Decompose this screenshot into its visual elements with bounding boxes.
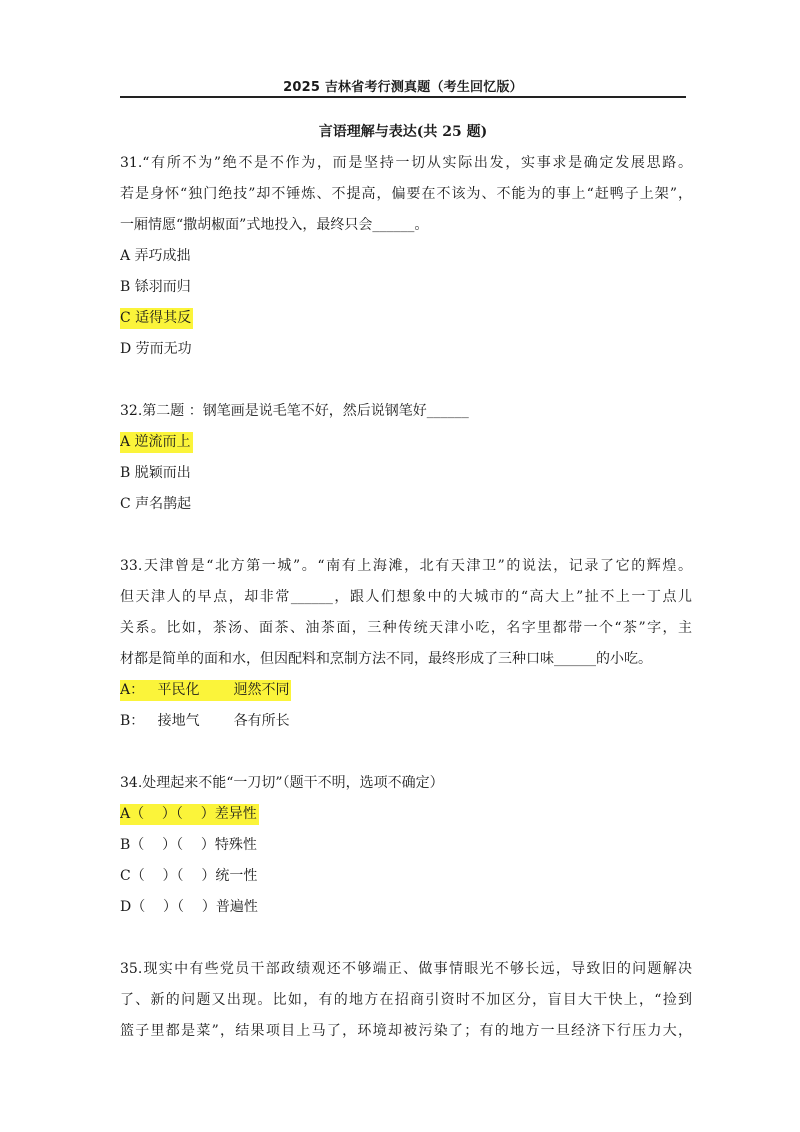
question-34-option-c: C（ ）（ ）统一性	[120, 868, 258, 884]
question-34-line-1: 34.处理起来不能“一刀切”（题干不明，选项不确定）	[120, 775, 444, 791]
answer-highlight: A： 平民化 迥然不同	[120, 680, 291, 701]
question-35-line-3: 篮子里都是菜”，结果项目上马了，环境却被污染了；有的地方一旦经济下行压力大，	[120, 1023, 692, 1039]
question-33-line-3: 关系。比如，茶汤、面茶、油茶面，三种传统天津小吃，名字里都带一个“茶”字，主	[120, 620, 692, 636]
question-33	[120, 553, 692, 739]
question-31-line-1: 31.“有所不为”绝不是不作为，而是坚持一切从实际出发，实事求是确定发展思路。	[120, 155, 692, 171]
answer-highlight: C 适得其反	[120, 308, 193, 329]
document-header-title: 2025 吉林省考行测真题（考生回忆版）	[283, 80, 523, 95]
question-31-line-2: 若是身怀“独门绝技”却不锤炼、不提高，偏要在不该为、不能为的事上“赶鸭子上架”，	[120, 186, 692, 202]
question-33-line-2: 但天津人的早点，却非常______，跟人们想象中的大城市的“高大上”扯不上一丁点儿	[120, 589, 692, 605]
question-34-option-d: D（ ）（ ）普遍性	[120, 899, 258, 915]
question-33-line-1: 33.天津曾是“北方第一城”。“南有上海滩，北有天津卫”的说法，记录了它的辉煌。	[120, 558, 692, 574]
question-31-option-a: A 弄巧成拙	[120, 248, 191, 264]
question-32	[120, 398, 692, 522]
question-33-line-4: 材都是简单的面和水，但因配料和烹制方法不同，最终形成了三种口味______的小吃。	[120, 651, 652, 667]
question-33-option-b: B： 接地气 各有所长	[120, 713, 290, 729]
question-35	[120, 956, 692, 1049]
question-34-option-b: B（ ）（ ）特殊性	[120, 837, 257, 853]
question-31-option-b: B 铩羽而归	[120, 279, 191, 295]
question-31-option-d: D 劳而无功	[120, 341, 192, 357]
question-33-option-a-highlighted	[120, 677, 692, 708]
question-31-option-c-highlighted	[120, 305, 692, 336]
question-34	[120, 770, 692, 925]
question-31	[120, 150, 692, 367]
spacer	[120, 925, 692, 956]
header-divider	[120, 96, 686, 98]
section-title: 言语理解与表达(共 25 题)	[318, 124, 488, 140]
spacer	[120, 739, 692, 770]
question-content	[120, 150, 692, 1049]
question-32-option-a-highlighted	[120, 429, 692, 460]
question-34-option-a-highlighted	[120, 801, 692, 832]
answer-highlight: A（ ）（ ）差异性	[120, 804, 259, 825]
question-32-line-1: 32.第二题 ：钢笔画是说毛笔不好，然后说钢笔好______	[120, 403, 469, 419]
question-35-line-1: 35.现实中有些党员干部政绩观还不够端正、做事情眼光不够长远，导致旧的问题解决	[120, 961, 692, 977]
question-32-option-b: B 脱颖而出	[120, 465, 191, 481]
answer-highlight: A 逆流而上	[120, 432, 193, 453]
spacer	[120, 522, 692, 553]
question-35-line-2: 了、新的问题又出现。比如，有的地方在招商引资时不加区分，盲目大干快上，“捡到	[120, 992, 692, 1008]
spacer	[120, 367, 692, 398]
question-31-line-3: 一厢情愿“撒胡椒面”式地投入，最终只会______。	[120, 217, 429, 233]
question-32-option-c: C 声名鹊起	[120, 496, 192, 512]
